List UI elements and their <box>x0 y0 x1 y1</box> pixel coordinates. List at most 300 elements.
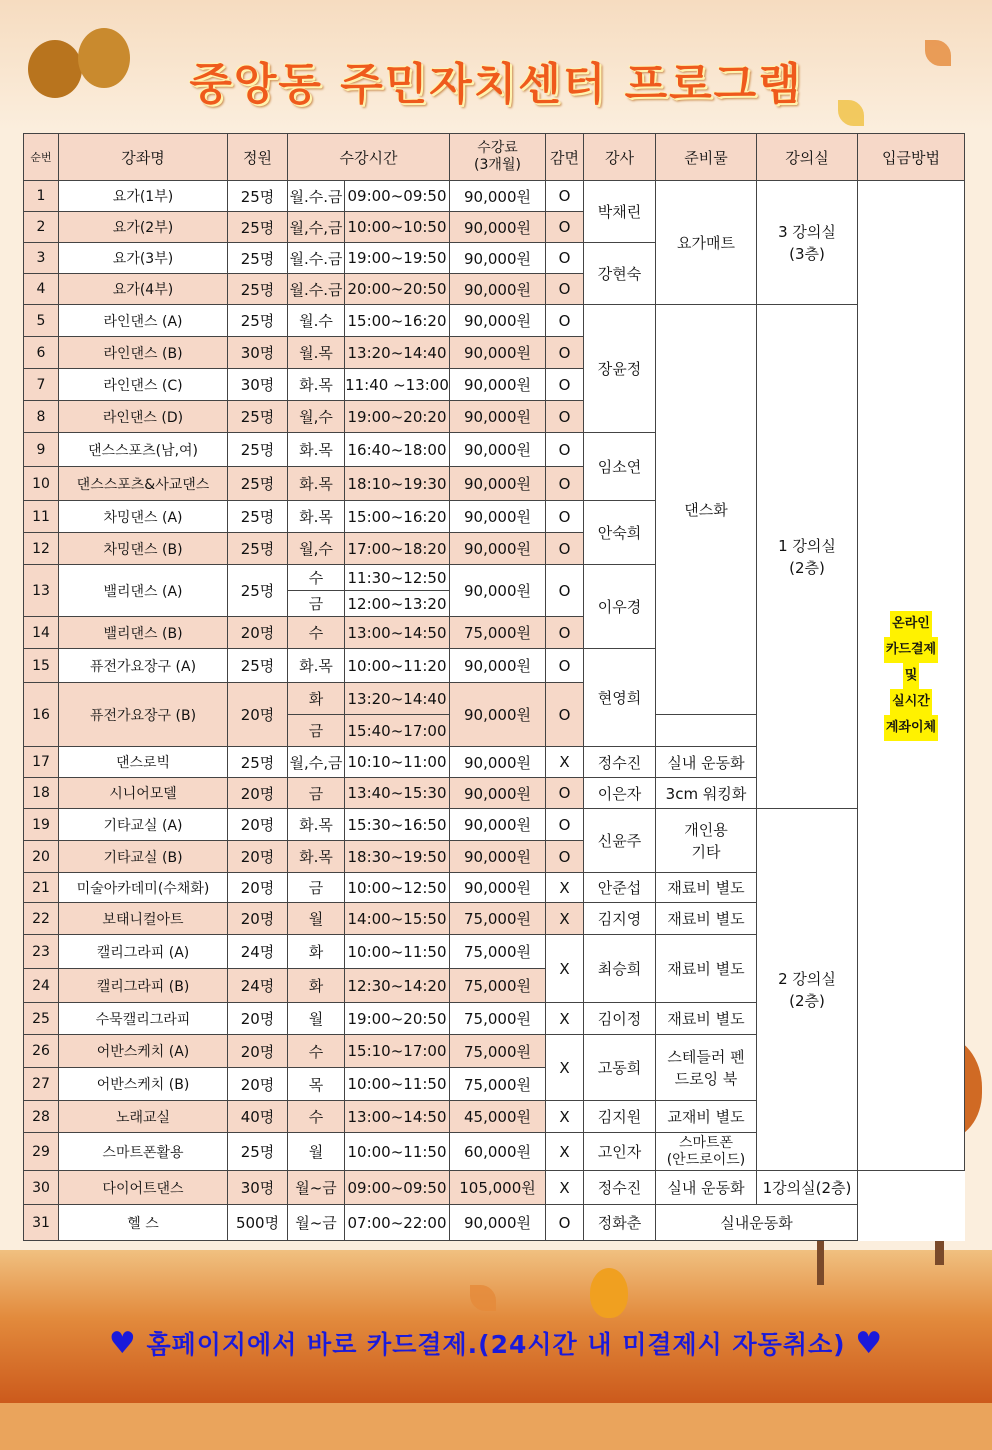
row-number: 18 <box>24 778 59 809</box>
time: 15:00~16:20 <box>345 305 450 337</box>
fee: 90,000원 <box>450 747 546 778</box>
course-name: 밸리댄스 (A) <box>59 565 228 617</box>
discount: X <box>546 935 584 1003</box>
instructor: 현영희 <box>584 649 656 747</box>
course-name: 보태니컬아트 <box>59 903 228 935</box>
course-name: 요가(4부) <box>59 274 228 305</box>
discount: X <box>546 1171 584 1205</box>
instructor: 정화춘 <box>584 1205 656 1241</box>
room <box>757 181 858 305</box>
row-number: 31 <box>24 1205 59 1241</box>
course-name: 퓨전가요장구 (B) <box>59 683 228 747</box>
room-floor: (2층) <box>789 558 825 577</box>
capacity: 20명 <box>228 617 288 649</box>
row-number: 24 <box>24 969 59 1003</box>
discount: O <box>546 305 584 337</box>
capacity: 20명 <box>228 1035 288 1068</box>
fee: 75,000원 <box>450 1068 546 1101</box>
fee: 75,000원 <box>450 935 546 969</box>
discount: O <box>546 1205 584 1241</box>
course-name: 댄스스포츠(남,여) <box>59 433 228 467</box>
time: 09:00~09:50 <box>345 1171 450 1205</box>
fee: 90,000원 <box>450 401 546 433</box>
capacity: 40명 <box>228 1101 288 1133</box>
capacity: 25명 <box>228 274 288 305</box>
time: 18:30~19:50 <box>345 841 450 873</box>
supplies-line: 기타 <box>691 842 721 861</box>
instructor: 신윤주 <box>584 809 656 873</box>
instructor: 정수진 <box>584 1171 656 1205</box>
discount: X <box>546 1133 584 1171</box>
course-name: 미술아카데미(수채화) <box>59 873 228 903</box>
supplies <box>656 809 757 873</box>
row-number: 27 <box>24 1068 59 1101</box>
row-number: 29 <box>24 1133 59 1171</box>
header-fee-line1: 수강료 <box>477 140 518 156</box>
fee: 90,000원 <box>450 337 546 369</box>
discount: X <box>546 747 584 778</box>
course-name: 노래교실 <box>59 1101 228 1133</box>
row-number: 26 <box>24 1035 59 1068</box>
time: 18:10~19:30 <box>345 467 450 501</box>
capacity: 20명 <box>228 841 288 873</box>
fee: 90,000원 <box>450 1205 546 1241</box>
supplies: 재료비 별도 <box>656 935 757 1003</box>
time: 15:10~17:00 <box>345 1035 450 1068</box>
row-number: 17 <box>24 747 59 778</box>
course-name: 시니어모델 <box>59 778 228 809</box>
course-name: 라인댄스 (D) <box>59 401 228 433</box>
table-row <box>24 305 965 337</box>
instructor: 이우경 <box>584 565 656 649</box>
discount: O <box>546 243 584 274</box>
instructor: 임소연 <box>584 433 656 501</box>
instructor: 김이정 <box>584 1003 656 1035</box>
footer-notice <box>0 1325 992 1361</box>
header-instructor: 강사 <box>584 134 656 181</box>
course-name: 요가(2부) <box>59 212 228 243</box>
discount: O <box>546 683 584 747</box>
course-name: 라인댄스 (B) <box>59 337 228 369</box>
instructor: 정수진 <box>584 747 656 778</box>
discount: O <box>546 369 584 401</box>
course-name: 댄스스포츠&사교댄스 <box>59 467 228 501</box>
room-floor: (3층) <box>789 244 825 263</box>
header-discount: 감면 <box>546 134 584 181</box>
capacity: 20명 <box>228 903 288 935</box>
discount: O <box>546 274 584 305</box>
row-number: 19 <box>24 809 59 841</box>
time: 10:00~10:50 <box>345 212 450 243</box>
header-no: 순번 <box>24 134 59 181</box>
capacity: 25명 <box>228 747 288 778</box>
instructor: 안숙희 <box>584 501 656 565</box>
discount: X <box>546 1003 584 1035</box>
capacity: 20명 <box>228 809 288 841</box>
days: 화.목 <box>288 501 345 533</box>
capacity: 20명 <box>228 778 288 809</box>
supplies-line: 스마트폰 <box>678 1134 734 1151</box>
time: 16:40~18:00 <box>345 433 450 467</box>
course-name: 요가(3부) <box>59 243 228 274</box>
instructor: 장윤정 <box>584 305 656 433</box>
days: 목 <box>288 1068 345 1101</box>
fee: 90,000원 <box>450 841 546 873</box>
supplies: 3cm 워킹화 <box>656 778 757 809</box>
table-row <box>24 1171 965 1205</box>
fee: 75,000원 <box>450 617 546 649</box>
time: 15:30~16:50 <box>345 809 450 841</box>
course-name: 요가(1부) <box>59 181 228 212</box>
supplies-line: 드로잉 북 <box>674 1069 738 1088</box>
capacity: 20명 <box>228 683 288 747</box>
days: 월~금 <box>288 1171 345 1205</box>
row-number: 12 <box>24 533 59 565</box>
discount: O <box>546 181 584 212</box>
time: 12:30~14:20 <box>345 969 450 1003</box>
time: 14:00~15:50 <box>345 903 450 935</box>
course-name: 수묵캘리그라피 <box>59 1003 228 1035</box>
course-name: 스마트폰활용 <box>59 1133 228 1171</box>
discount: O <box>546 401 584 433</box>
capacity: 30명 <box>228 337 288 369</box>
supplies: 재료비 별도 <box>656 873 757 903</box>
capacity: 25명 <box>228 401 288 433</box>
payment-line: 실시간 <box>890 689 932 715</box>
row-number: 8 <box>24 401 59 433</box>
row-number: 30 <box>24 1171 59 1205</box>
course-name: 헬 스 <box>59 1205 228 1241</box>
discount: O <box>546 467 584 501</box>
instructor: 최승희 <box>584 935 656 1003</box>
row-number: 14 <box>24 617 59 649</box>
days: 수 <box>288 617 345 649</box>
course-name: 라인댄스 (C) <box>59 369 228 401</box>
fee: 90,000원 <box>450 778 546 809</box>
discount: O <box>546 649 584 683</box>
header-name: 강좌명 <box>59 134 228 181</box>
row-number: 13 <box>24 565 59 617</box>
time: 10:00~11:50 <box>345 1133 450 1171</box>
course-name: 캘리그라피 (B) <box>59 969 228 1003</box>
tree-icon <box>590 1268 628 1318</box>
header-time: 수강시간 <box>288 134 450 181</box>
row-number: 15 <box>24 649 59 683</box>
discount: O <box>546 809 584 841</box>
time: 11:30~12:50 <box>345 565 450 591</box>
room-name: 1 강의실 <box>778 536 836 555</box>
days: 화 <box>288 935 345 969</box>
capacity: 25명 <box>228 305 288 337</box>
days: 금 <box>288 873 345 903</box>
row-number: 5 <box>24 305 59 337</box>
row-number: 9 <box>24 433 59 467</box>
days: 화.목 <box>288 467 345 501</box>
discount: O <box>546 565 584 617</box>
capacity: 25명 <box>228 212 288 243</box>
capacity: 25명 <box>228 467 288 501</box>
row-number: 3 <box>24 243 59 274</box>
payment-line: 카드결제 <box>884 637 938 663</box>
days: 금 <box>288 715 345 747</box>
row-number: 10 <box>24 467 59 501</box>
fee: 60,000원 <box>450 1133 546 1171</box>
fee: 90,000원 <box>450 467 546 501</box>
instructor: 안준섭 <box>584 873 656 903</box>
supplies: 요가매트 <box>656 181 757 305</box>
row-number: 22 <box>24 903 59 935</box>
header-payment: 입금방법 <box>858 134 965 181</box>
fee: 75,000원 <box>450 1035 546 1068</box>
instructor: 김지원 <box>584 1101 656 1133</box>
time: 13:20~14:40 <box>345 337 450 369</box>
fee: 105,000원 <box>450 1171 546 1205</box>
days: 화.목 <box>288 433 345 467</box>
header-supplies: 준비물 <box>656 134 757 181</box>
supplies <box>656 1035 757 1101</box>
discount: O <box>546 841 584 873</box>
time: 12:00~13:20 <box>345 591 450 617</box>
instructor: 강현숙 <box>584 243 656 305</box>
days: 월 <box>288 1133 345 1171</box>
time: 10:00~12:50 <box>345 873 450 903</box>
capacity: 25명 <box>228 181 288 212</box>
days: 월.목 <box>288 337 345 369</box>
course-name: 기타교실 (A) <box>59 809 228 841</box>
capacity: 25명 <box>228 433 288 467</box>
capacity: 25명 <box>228 649 288 683</box>
fee: 75,000원 <box>450 903 546 935</box>
course-name: 라인댄스 (A) <box>59 305 228 337</box>
time: 13:40~15:30 <box>345 778 450 809</box>
course-name: 캘리그라피 (A) <box>59 935 228 969</box>
payment-line: 및 <box>903 663 920 689</box>
fee: 90,000원 <box>450 565 546 617</box>
days: 금 <box>288 778 345 809</box>
capacity: 25명 <box>228 243 288 274</box>
row-number: 25 <box>24 1003 59 1035</box>
row-number: 6 <box>24 337 59 369</box>
discount: X <box>546 1035 584 1101</box>
heart-icon: ♥ <box>108 1326 137 1361</box>
row-number: 21 <box>24 873 59 903</box>
days: 화.목 <box>288 649 345 683</box>
footer-text: 홈페이지에서 바로 카드결제.(24시간 내 미결제시 자동취소) <box>146 1330 846 1359</box>
row-number: 11 <box>24 501 59 533</box>
page-title: 중앙동 주민자치센터 프로그램 <box>189 59 803 110</box>
days: 수 <box>288 565 345 591</box>
days: 수 <box>288 1035 345 1068</box>
supplies: 재료비 별도 <box>656 903 757 935</box>
supplies <box>656 1133 757 1171</box>
fee: 90,000원 <box>450 873 546 903</box>
discount: O <box>546 533 584 565</box>
fee: 75,000원 <box>450 969 546 1003</box>
room-floor: (2층) <box>789 991 825 1010</box>
fee: 90,000원 <box>450 533 546 565</box>
days: 월~금 <box>288 1205 345 1241</box>
course-name: 퓨전가요장구 (A) <box>59 649 228 683</box>
supplies: 교재비 별도 <box>656 1101 757 1133</box>
time: 15:40~17:00 <box>345 715 450 747</box>
time: 15:00~16:20 <box>345 501 450 533</box>
capacity: 25명 <box>228 1133 288 1171</box>
course-name: 밸리댄스 (B) <box>59 617 228 649</box>
discount: O <box>546 617 584 649</box>
time: 19:00~20:20 <box>345 401 450 433</box>
discount: X <box>546 903 584 935</box>
capacity: 20명 <box>228 873 288 903</box>
fee: 90,000원 <box>450 683 546 747</box>
time: 10:00~11:50 <box>345 1068 450 1101</box>
table-row <box>24 1205 965 1241</box>
row-number: 28 <box>24 1101 59 1133</box>
fee: 90,000원 <box>450 305 546 337</box>
fee: 90,000원 <box>450 501 546 533</box>
time: 10:10~11:00 <box>345 747 450 778</box>
room-name: 2 강의실 <box>778 969 836 988</box>
fee: 90,000원 <box>450 369 546 401</box>
room: 1강의실(2층) <box>757 1171 858 1205</box>
course-name: 어반스케치 (A) <box>59 1035 228 1068</box>
time: 10:00~11:50 <box>345 935 450 969</box>
days: 화.목 <box>288 369 345 401</box>
row-number: 23 <box>24 935 59 969</box>
discount: O <box>546 212 584 243</box>
course-name: 어반스케치 (B) <box>59 1068 228 1101</box>
fee: 90,000원 <box>450 809 546 841</box>
days: 월,수,금 <box>288 212 345 243</box>
course-name: 댄스로빅 <box>59 747 228 778</box>
fee: 90,000원 <box>450 274 546 305</box>
days: 월.수 <box>288 305 345 337</box>
heart-icon: ♥ <box>855 1326 884 1361</box>
capacity: 30명 <box>228 369 288 401</box>
discount: X <box>546 873 584 903</box>
supplies-line: (안드로이드) <box>666 1151 746 1168</box>
payment-line: 계좌이체 <box>884 715 938 741</box>
days: 월 <box>288 903 345 935</box>
days: 화.목 <box>288 809 345 841</box>
days: 화.목 <box>288 841 345 873</box>
time: 20:00~20:50 <box>345 274 450 305</box>
course-name: 기타교실 (B) <box>59 841 228 873</box>
fee: 90,000원 <box>450 433 546 467</box>
time: 09:00~09:50 <box>345 181 450 212</box>
table-row <box>24 809 965 841</box>
fee: 75,000원 <box>450 1003 546 1035</box>
time: 07:00~22:00 <box>345 1205 450 1241</box>
capacity: 24명 <box>228 935 288 969</box>
payment-method <box>858 181 965 1171</box>
header-capacity: 정원 <box>228 134 288 181</box>
supplies: 실내 운동화 <box>656 1171 757 1205</box>
header-row <box>24 134 965 181</box>
days: 월 <box>288 1003 345 1035</box>
capacity: 20명 <box>228 1003 288 1035</box>
fee: 90,000원 <box>450 181 546 212</box>
time: 11:40 ~13:00 <box>345 369 450 401</box>
supplies: 실내운동화 <box>656 1205 858 1241</box>
capacity: 25명 <box>228 501 288 533</box>
days: 월.수.금 <box>288 243 345 274</box>
time: 13:20~14:40 <box>345 683 450 715</box>
supplies-line: 개인용 <box>684 820 728 839</box>
supplies: 실내 운동화 <box>656 747 757 778</box>
row-number: 1 <box>24 181 59 212</box>
days: 수 <box>288 1101 345 1133</box>
days: 월,수,금 <box>288 747 345 778</box>
time: 17:00~18:20 <box>345 533 450 565</box>
instructor: 박채린 <box>584 181 656 243</box>
fee: 45,000원 <box>450 1101 546 1133</box>
header-fee <box>450 134 546 181</box>
days: 금 <box>288 591 345 617</box>
row-number: 2 <box>24 212 59 243</box>
program-table-container <box>23 133 964 1253</box>
discount: X <box>546 1101 584 1133</box>
room <box>757 305 858 809</box>
discount: O <box>546 433 584 467</box>
row-number: 7 <box>24 369 59 401</box>
instructor: 김지영 <box>584 903 656 935</box>
header-fee-line2: (3개월) <box>474 157 521 173</box>
instructor: 이은자 <box>584 778 656 809</box>
discount: O <box>546 501 584 533</box>
fee: 90,000원 <box>450 243 546 274</box>
capacity: 25명 <box>228 565 288 617</box>
time: 19:00~20:50 <box>345 1003 450 1035</box>
capacity: 20명 <box>228 1068 288 1101</box>
instructor: 고인자 <box>584 1133 656 1171</box>
days: 월.수.금 <box>288 181 345 212</box>
capacity: 500명 <box>228 1205 288 1241</box>
supplies: 재료비 별도 <box>656 1003 757 1035</box>
time: 13:00~14:50 <box>345 1101 450 1133</box>
days: 월.수.금 <box>288 274 345 305</box>
header-room: 강의실 <box>757 134 858 181</box>
room-name: 3 강의실 <box>778 222 836 241</box>
course-name: 다이어트댄스 <box>59 1171 228 1205</box>
discount: O <box>546 337 584 369</box>
room <box>757 809 858 1171</box>
supplies-line: 스테들러 펜 <box>667 1047 745 1066</box>
days: 월,수 <box>288 533 345 565</box>
capacity: 25명 <box>228 533 288 565</box>
row-number: 20 <box>24 841 59 873</box>
row-number: 16 <box>24 683 59 747</box>
capacity: 30명 <box>228 1171 288 1205</box>
supplies: 댄스화 <box>656 305 757 715</box>
program-table <box>23 133 965 1241</box>
fee: 90,000원 <box>450 212 546 243</box>
row-number: 4 <box>24 274 59 305</box>
days: 화 <box>288 969 345 1003</box>
days: 월,수 <box>288 401 345 433</box>
time: 19:00~19:50 <box>345 243 450 274</box>
time: 13:00~14:50 <box>345 617 450 649</box>
discount: O <box>546 778 584 809</box>
course-name: 차밍댄스 (B) <box>59 533 228 565</box>
course-name: 차밍댄스 (A) <box>59 501 228 533</box>
days: 화 <box>288 683 345 715</box>
time: 10:00~11:20 <box>345 649 450 683</box>
instructor: 고동희 <box>584 1035 656 1101</box>
fee: 90,000원 <box>450 649 546 683</box>
payment-line: 온라인 <box>890 611 932 637</box>
capacity: 24명 <box>228 969 288 1003</box>
table-row <box>24 181 965 212</box>
